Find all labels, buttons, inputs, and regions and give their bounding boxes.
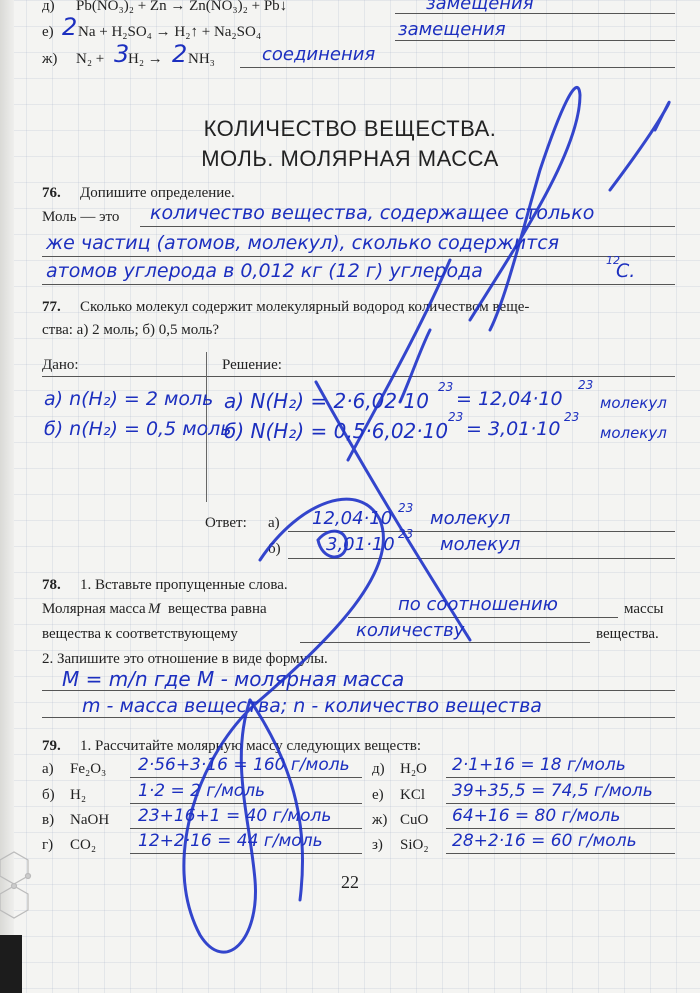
row-zh-eq-part2: H₂ → <box>128 51 163 67</box>
item-label: в) <box>42 812 55 828</box>
task-77-given-a: а) n(H₂) = 2 моль <box>44 388 214 410</box>
section-title-line2: МОЛЬ. МОЛЯРНАЯ МАССА <box>201 146 499 171</box>
task-76-answer-superscript: 12 <box>606 254 620 267</box>
row-e-label: е) <box>42 24 54 40</box>
row-d-label: д) <box>42 0 55 14</box>
task-77-answer-a: 12,04·10 <box>312 508 393 529</box>
task-78-line1-m: M <box>148 601 161 617</box>
item-label: б) <box>42 787 55 803</box>
task-77-answer-b-exp: 23 <box>398 527 414 541</box>
task-77-solution-b-unit: молекул <box>600 424 667 442</box>
row-zh-answer: соединения <box>262 44 376 65</box>
scribble-slash-1 <box>348 260 450 460</box>
task-77-answer-a-label: а) <box>268 515 280 531</box>
task-76-answer-line2: же частиц (атомов, молекул), сколько содержится <box>46 232 560 254</box>
task-76-answer-line1: количество вещества, содержащее столько <box>150 202 595 224</box>
task-78-line2-a: вещества к соответствующему <box>42 626 238 642</box>
row-e-equation: Na + H₂SO₄ → H₂↑ + Na₂SO₄ <box>78 24 262 40</box>
item-answer: 12+2·16 = 44 г/моль <box>138 831 323 851</box>
task-78-part1: 1. Вставьте пропущенные слова. <box>80 577 288 593</box>
item-label: д) <box>372 761 385 777</box>
task-77-answer-label: Ответ: <box>205 515 247 531</box>
task-76-answer-line3: атомов углерода в 0,012 кг (12 г) углерода <box>46 260 483 282</box>
item-formula: SiO₂ <box>400 837 429 853</box>
task-77-answer-b-label: б) <box>268 541 281 557</box>
item-formula: KCl <box>400 787 426 803</box>
task-77-solution-a: а) N(H₂) = 2·6,02·10 <box>224 389 429 413</box>
row-zh-coefficient-1: 3 <box>114 40 130 68</box>
item-answer: 64+16 = 80 г/моль <box>452 806 621 826</box>
page-number: 22 <box>341 872 359 892</box>
scribble-right-curve <box>250 700 303 900</box>
task-77-solution-b-exp: 23 <box>448 410 464 424</box>
task-77-given-b: б) n(H₂) = 0,5 моль <box>44 418 232 440</box>
scribble-loop-right <box>610 102 669 190</box>
item-formula: CuO <box>400 812 429 828</box>
task-78-number: 78. <box>42 577 61 593</box>
section-title-line1: КОЛИЧЕСТВО ВЕЩЕСТВА. <box>203 116 497 141</box>
task-77-solution-label: Решение: <box>222 357 282 373</box>
item-formula: Fe₂O₃ <box>70 761 107 777</box>
item-answer: 2·1+16 = 18 г/моль <box>452 755 626 775</box>
item-answer: 2·56+3·16 = 160 г/моль <box>138 755 350 775</box>
task-78-part2: 2. Запишите это отношение в виде формулы. <box>42 651 328 667</box>
task-79-number: 79. <box>42 738 61 754</box>
task-77-solution-b: б) N(H₂) = 0,5·6,02·10 <box>224 419 449 443</box>
row-d-equation: Pb(NO₃)₂ + Zn → Zn(NO₃)₂ + Pb↓ <box>76 0 288 14</box>
row-zh-eq-part3: NH₃ <box>188 51 215 67</box>
item-formula: H₂ <box>70 787 87 803</box>
item-label: а) <box>42 761 54 777</box>
task-78-line1-a: Молярная масса <box>42 601 146 617</box>
task-76-answer-element: С. <box>616 260 636 282</box>
item-label: г) <box>42 837 54 853</box>
task-77-answer-a-unit: молекул <box>430 508 511 529</box>
task-77-answer-b: 3,01·10 <box>326 534 395 555</box>
task-77-solution-b-result: = 3,01·10 <box>466 418 561 440</box>
row-zh-eq-part1: N₂ + <box>76 51 105 67</box>
row-e-answer: замещения <box>398 19 506 40</box>
item-answer: 1·2 = 2 г/моль <box>138 781 266 801</box>
task-76-prompt: Допишите определение. <box>80 185 235 201</box>
scribble-small-o <box>318 531 347 557</box>
task-77-number: 77. <box>42 299 61 315</box>
item-answer: 39+35,5 = 74,5 г/моль <box>452 781 653 801</box>
item-label: е) <box>372 787 384 803</box>
task-77-prompt-line2: ства: а) 2 моль; б) 0,5 моль? <box>42 322 220 338</box>
item-answer: 28+2·16 = 60 г/моль <box>452 831 637 851</box>
item-formula: CO₂ <box>70 837 97 853</box>
task-78-formula-line1: M = m/n где M - молярная масса <box>62 667 405 691</box>
row-zh-label: ж) <box>42 51 58 67</box>
row-zh-coefficient-2: 2 <box>172 40 188 68</box>
task-78-formula-line2: m - масса вещества; n - количество вещества <box>82 695 542 717</box>
item-answer: 23+16+1 = 40 г/моль <box>138 806 332 826</box>
scribble-long-diagonal <box>316 382 470 640</box>
item-label: ж) <box>372 812 388 828</box>
task-78-line1-b: вещества равна <box>168 601 267 617</box>
task-78-line1-c: массы <box>624 601 664 617</box>
task-77-solution-b-result-exp: 23 <box>564 410 580 424</box>
scribble-big-loop <box>184 499 384 952</box>
task-77-given-label: Дано: <box>42 357 79 373</box>
task-77-prompt-line1: Сколько молекул содержит молекулярный водород количеством веще- <box>80 299 530 315</box>
item-formula: NaOH <box>70 812 110 828</box>
task-77-answer-b-unit: молекул <box>440 534 521 555</box>
task-77-solution-a-unit: молекул <box>600 394 667 412</box>
task-76-number: 76. <box>42 185 61 201</box>
task-78-line2-b: вещества. <box>596 626 659 642</box>
scribble-arc-top <box>470 87 580 330</box>
scribble-slash-2 <box>400 330 430 402</box>
row-d-answer: замещения <box>426 0 534 14</box>
task-77-answer-a-exp: 23 <box>398 501 414 515</box>
task-78-line2-fill: количеству <box>356 620 465 641</box>
item-formula: H₂O <box>400 761 427 777</box>
task-78-line1-fill: по соотношению <box>398 594 558 615</box>
item-label: з) <box>372 837 383 853</box>
task-77-solution-a-exp: 23 <box>438 380 454 394</box>
task-77-solution-a-result: = 12,04·10 <box>456 388 563 410</box>
task-76-lead: Моль — это <box>42 209 120 225</box>
row-e-coefficient: 2 <box>62 13 78 41</box>
task-79-prompt: 1. Рассчитайте молярную массу следующих веществ: <box>80 738 422 754</box>
task-77-solution-a-result-exp: 23 <box>578 378 594 392</box>
